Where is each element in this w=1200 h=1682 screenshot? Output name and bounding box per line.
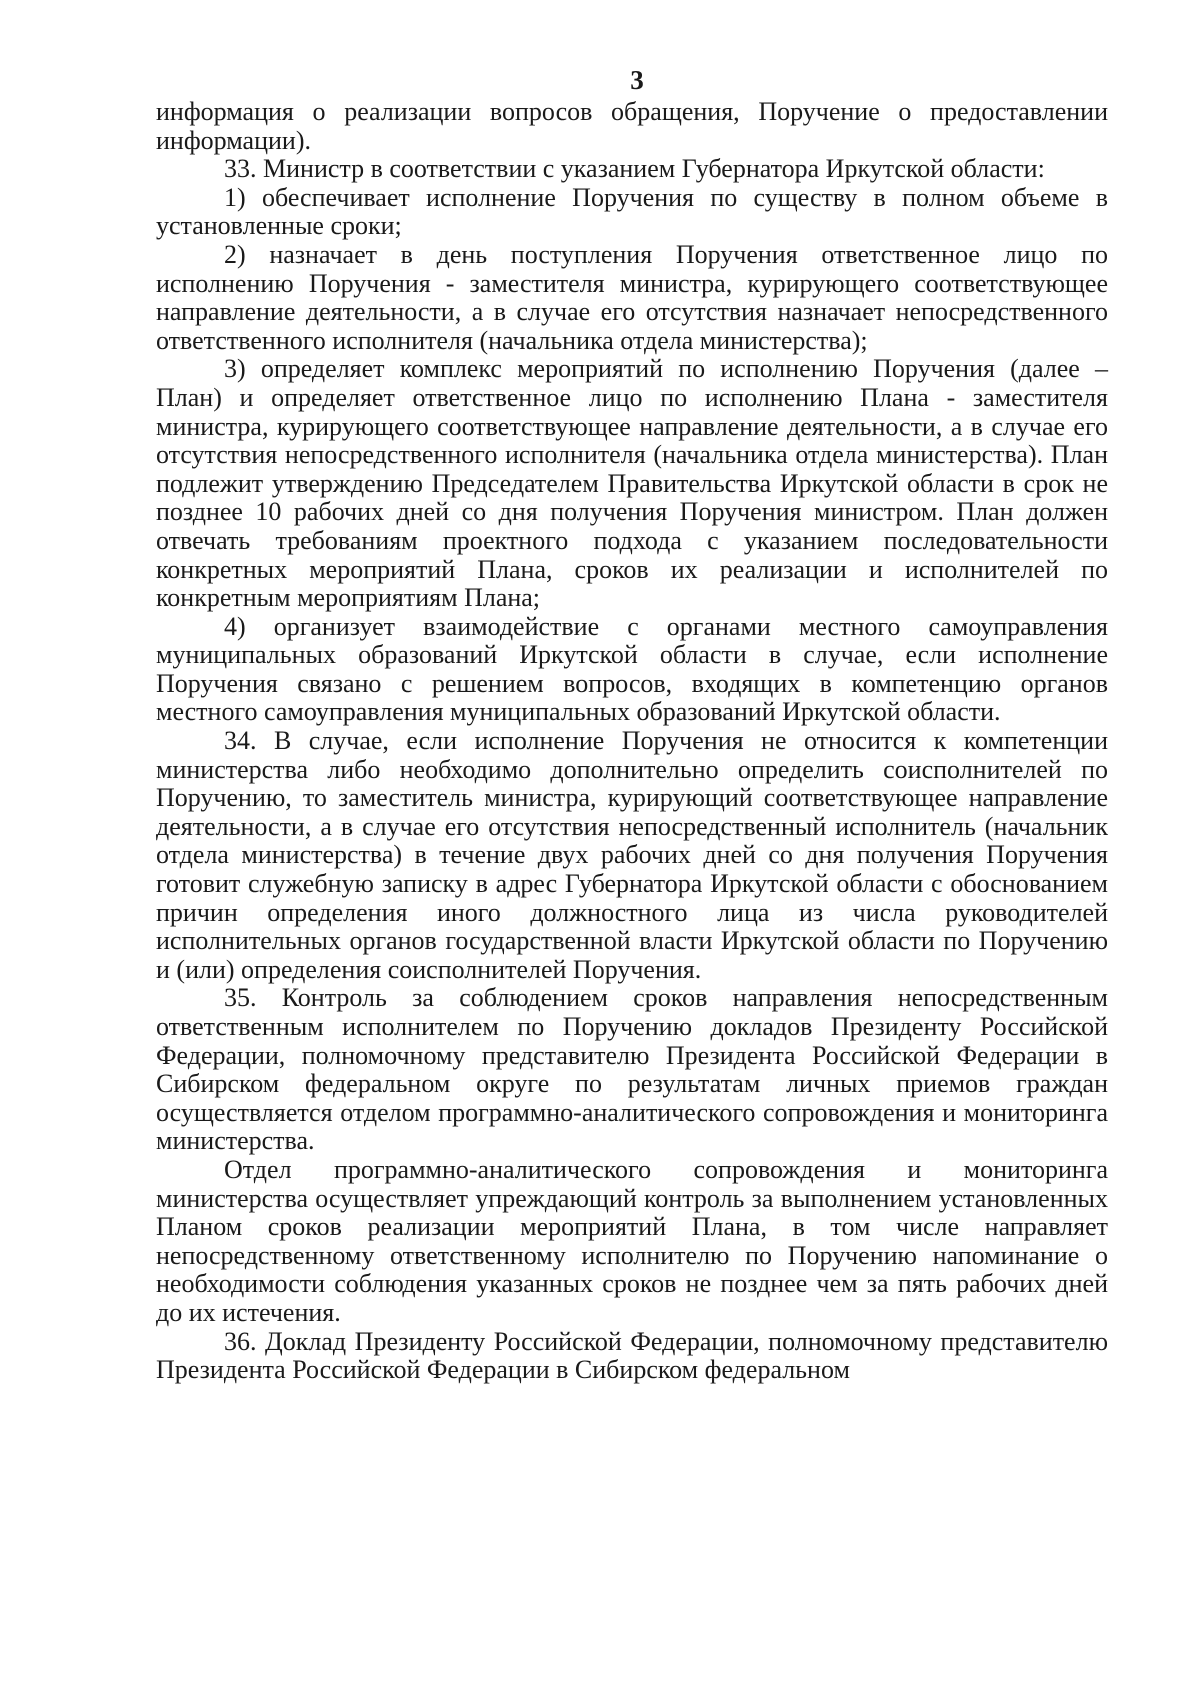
paragraph-continuation: информация о реализации вопросов обращения, Поручение о предоставлении информации). [156, 97, 1108, 155]
paragraph-35: 35. Контроль за соблюдением сроков направления непосредственным ответственным исполнителем по Поручению докладов Президенту Российской Федерации, полномочному представителю Президента Российской Федерации в Сибирском федеральном округе по результатам личных приемов граждан осуществляется отделом программно-аналитического сопровождения и мониторинга министерства. [156, 983, 1108, 1156]
paragraph-35-control: Отдел программно-аналитического сопровождения и мониторинга министерства осуществляет упреждающий контроль за выполнением установленных Планом сроков реализации мероприятий Плана, в том числе направляет непосредственному ответственному исполнителю по Поручению напоминание о необходимости соблюдения указанных сроков не позднее чем за пять рабочих дней до их истечения. [156, 1154, 1108, 1327]
page-number: 3 [630, 65, 644, 95]
paragraph-33-item-2: 2) назначает в день поступления Поручения ответственное лицо по исполнению Поручения - заместителя министра, курирующего соответствующее направление деятельности, а в случае его отсутствия назначает непосредственного ответственного исполнителя (начальника отдела министерства); [156, 239, 1108, 355]
paragraph-33-item-4: 4) организует взаимодействие с органами местного самоуправления муниципальных образований Иркутской области в случае, если исполнение Поручения связано с решением вопросов, входящих в компетенцию органов местного самоуправления муниципальных образований Иркутской области. [156, 611, 1108, 727]
paragraph-33-item-1: 1) обеспечивает исполнение Поручения по существу в полном объеме в установленные сроки; [156, 182, 1108, 241]
paragraph-34: 34. В случае, если исполнение Поручения не относится к компетенции министерства либо необходимо дополнительно определить соисполнителей по Поручению, то заместитель министра, курирующий соответствующее направление деятельности, а в случае его отсутствия непосредственный исполнитель (начальник отдела министерства) в течение двух рабочих дней со дня получения Поручения готовит служебную записку в адрес Губернатора Иркутской области с обоснованием причин определения иного должностного лица из числа руководителей исполнительных органов государственной власти Иркутской области по Поручению и (или) определения соисполнителей Поручения. [156, 726, 1108, 984]
document-page [156, 62, 1108, 1385]
document-body [156, 98, 1108, 1385]
paragraph-33-item-3: 3) определяет комплекс мероприятий по исполнению Поручения (далее – План) и определяет ответственное лицо по исполнению Плана - заместителя министра, курирующего соответствующее направление деятельности, а в случае его отсутствия непосредственного исполнителя (начальника отдела министерства). План подлежит утверждению Председателем Правительства Иркутской области в срок не позднее 10 рабочих дней со дня получения Поручения министром. План должен отвечать требованиям проектного подхода с указанием последовательности конкретных мероприятий Плана, сроков их реализации и исполнителей по конкретным мероприятиям Плана; [156, 354, 1108, 613]
paragraph-33: 33. Министр в соответствии с указанием Губернатора Иркутской области: [224, 154, 1045, 184]
paragraph-36: 36. Доклад Президенту Российской Федерации, полномочному представителю Президента Российской Федерации в Сибирском федеральном [156, 1326, 1108, 1385]
